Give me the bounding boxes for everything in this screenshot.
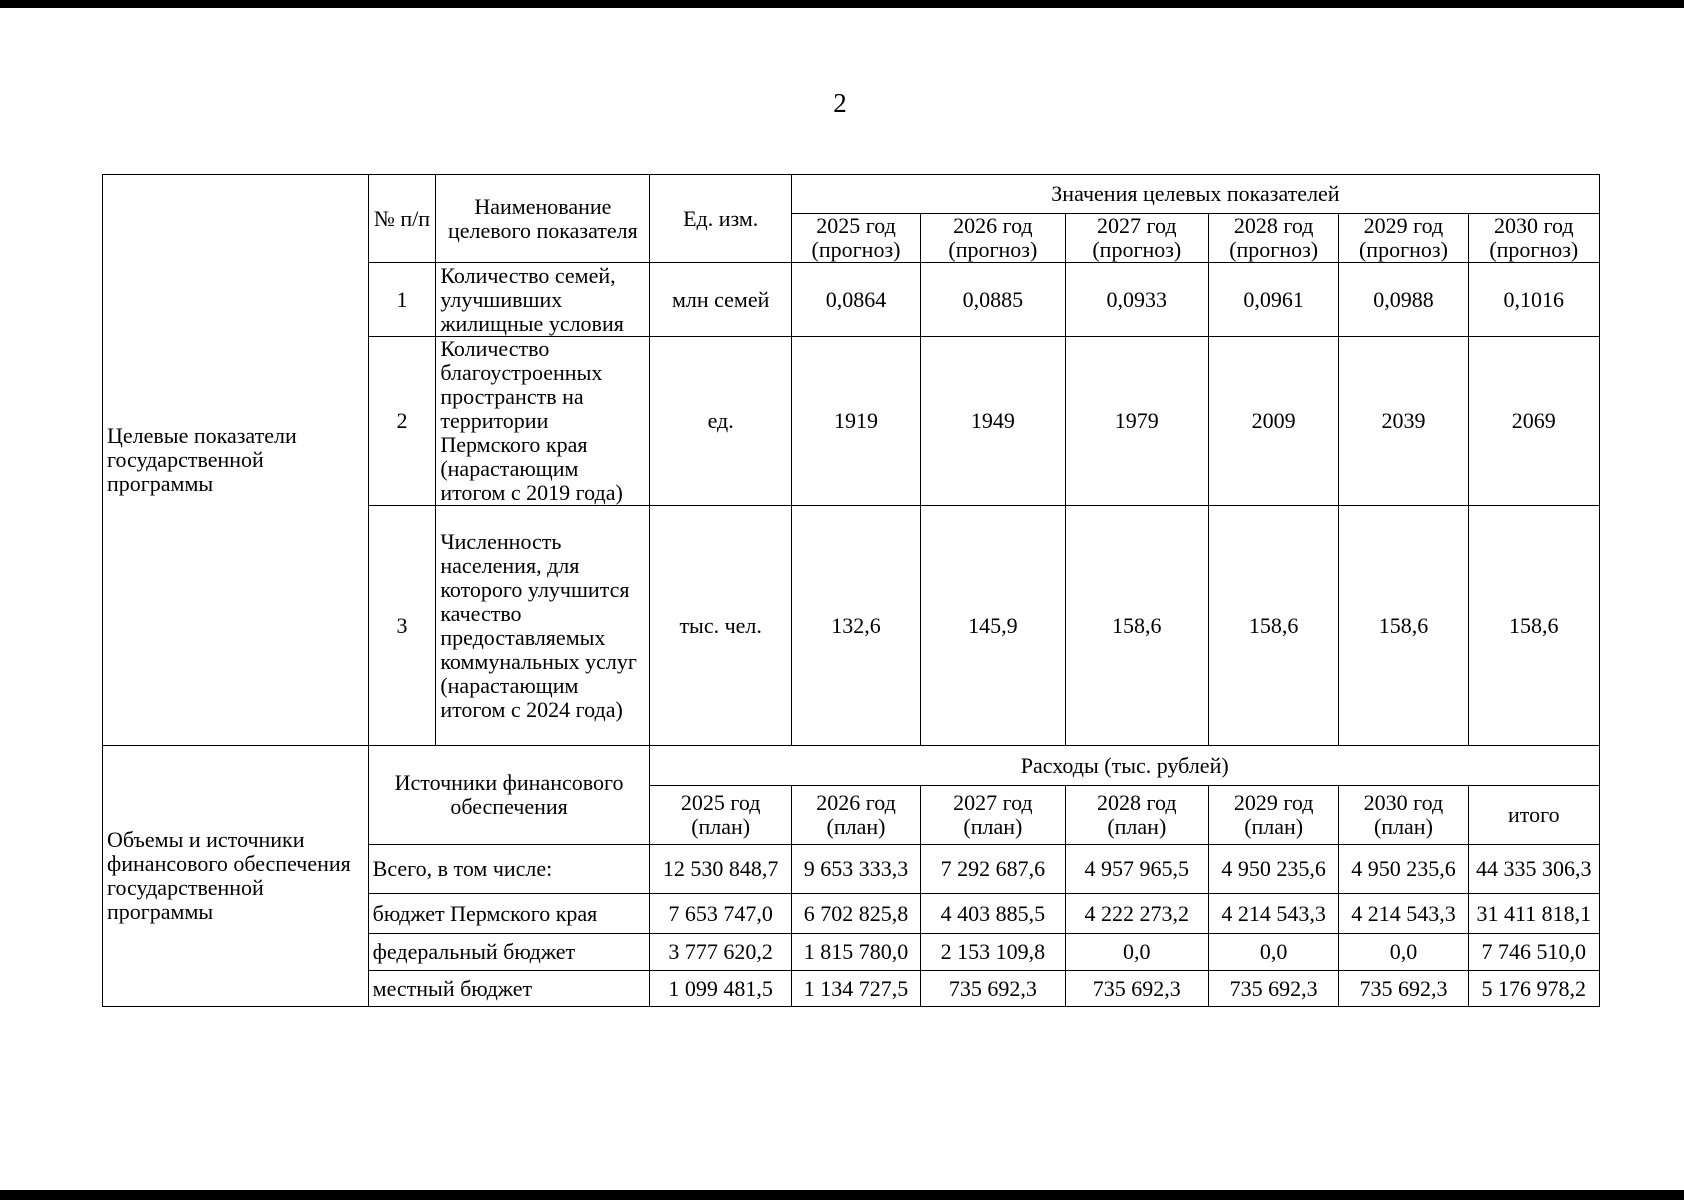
finance-value: 7 292 687,6 [921,845,1065,894]
indicator-name: Численность населения, для которого улучшится качество предоставляемых коммунальных услуг (нарастающим итогом с 2024 года) [436,506,650,746]
indicator-value: 2009 [1209,337,1339,506]
program-passport-table [102,174,1600,1007]
indicator-unit: ед. [650,337,791,506]
finance-value: 4 214 543,3 [1209,894,1339,934]
col-header-year: 2029 год (прогноз) [1339,214,1468,263]
finance-value: 7 653 747,0 [650,894,791,934]
finance-value: 0,0 [1209,934,1339,971]
col-header-sources: Источники финансового обеспечения [368,746,650,845]
indicator-num: 1 [368,263,436,337]
indicator-value: 0,0988 [1339,263,1468,337]
finance-total: 5 176 978,2 [1468,971,1599,1007]
page-number: 2 [833,88,847,118]
finance-value: 0,0 [1065,934,1208,971]
finance-value: 735 692,3 [1065,971,1208,1007]
indicator-value: 158,6 [1339,506,1468,746]
finance-value: 4 214 543,3 [1339,894,1468,934]
indicator-num: 3 [368,506,436,746]
finance-value: 735 692,3 [921,971,1065,1007]
indicator-value: 1949 [921,337,1065,506]
finance-value: 2 153 109,8 [921,934,1065,971]
col-header-year: 2027 год (план) [921,786,1065,845]
indicator-name: Количество семей, улучшивших жилищные условия [436,263,650,337]
col-header-year: 2029 год (план) [1209,786,1339,845]
indicator-value: 0,0961 [1209,263,1339,337]
finance-value: 1 815 780,0 [791,934,920,971]
indicator-value: 158,6 [1468,506,1599,746]
finance-value: 9 653 333,3 [791,845,920,894]
indicator-value: 158,6 [1209,506,1339,746]
col-header-year: 2030 год (план) [1339,786,1468,845]
finance-value: 4 957 965,5 [1065,845,1208,894]
indicator-value: 0,1016 [1468,263,1599,337]
indicator-name: Количество благоустроенных пространств на территории Пермского края (нарастающим итогом с 2019 года) [436,337,650,506]
finance-section-label: Объемы и источники финансового обеспечения государственной программы [103,746,369,1007]
finance-header-row-1 [103,746,1600,786]
col-header-year: 2025 год (план) [650,786,791,845]
finance-value: 12 530 848,7 [650,845,791,894]
col-header-year: 2026 год (план) [791,786,920,845]
scan-top-border [0,0,1684,8]
finance-value: 6 702 825,8 [791,894,920,934]
col-header-year: 2027 год (прогноз) [1065,214,1208,263]
finance-value: 735 692,3 [1209,971,1339,1007]
indicator-value: 2069 [1468,337,1599,506]
indicator-value: 1979 [1065,337,1208,506]
col-header-year: 2025 год (прогноз) [791,214,920,263]
finance-value: 4 950 235,6 [1339,845,1468,894]
col-header-year: 2028 год (прогноз) [1209,214,1339,263]
indicator-num: 2 [368,337,436,506]
finance-value: 4 222 273,2 [1065,894,1208,934]
finance-value: 0,0 [1339,934,1468,971]
col-header-total: итого [1468,786,1599,845]
col-header-unit: Ед. изм. [650,175,791,263]
finance-value: 4 950 235,6 [1209,845,1339,894]
finance-source-label: федеральный бюджет [368,934,650,971]
col-header-year: 2030 год (прогноз) [1468,214,1599,263]
indicator-value: 0,0885 [921,263,1065,337]
finance-total: 7 746 510,0 [1468,934,1599,971]
finance-value: 3 777 620,2 [650,934,791,971]
finance-source-label: бюджет Пермского края [368,894,650,934]
indicator-value: 1919 [791,337,920,506]
col-header-indicator-name: Наименование целевого показателя [436,175,650,263]
finance-total: 44 335 306,3 [1468,845,1599,894]
col-header-year: 2028 год (план) [1065,786,1208,845]
indicator-value: 2039 [1339,337,1468,506]
finance-value: 1 099 481,5 [650,971,791,1007]
finance-value: 1 134 727,5 [791,971,920,1007]
indicator-value: 132,6 [791,506,920,746]
targets-header-row-1 [103,175,1600,214]
finance-total: 31 411 818,1 [1468,894,1599,934]
finance-source-label: местный бюджет [368,971,650,1007]
col-header-expenses: Расходы (тыс. рублей) [650,746,1600,786]
finance-source-label: Всего, в том числе: [368,845,650,894]
indicator-value: 0,0864 [791,263,920,337]
finance-value: 4 403 885,5 [921,894,1065,934]
col-header-target-values: Значения целевых показателей [791,175,1599,214]
indicator-value: 158,6 [1065,506,1208,746]
indicator-unit: млн семей [650,263,791,337]
col-header-year: 2026 год (прогноз) [921,214,1065,263]
indicator-unit: тыс. чел. [650,506,791,746]
scan-bottom-border [0,1190,1684,1200]
indicator-value: 145,9 [921,506,1065,746]
indicator-value: 0,0933 [1065,263,1208,337]
col-header-num: № п/п [368,175,436,263]
finance-value: 735 692,3 [1339,971,1468,1007]
targets-section-label: Целевые показатели государственной программы [103,175,369,746]
